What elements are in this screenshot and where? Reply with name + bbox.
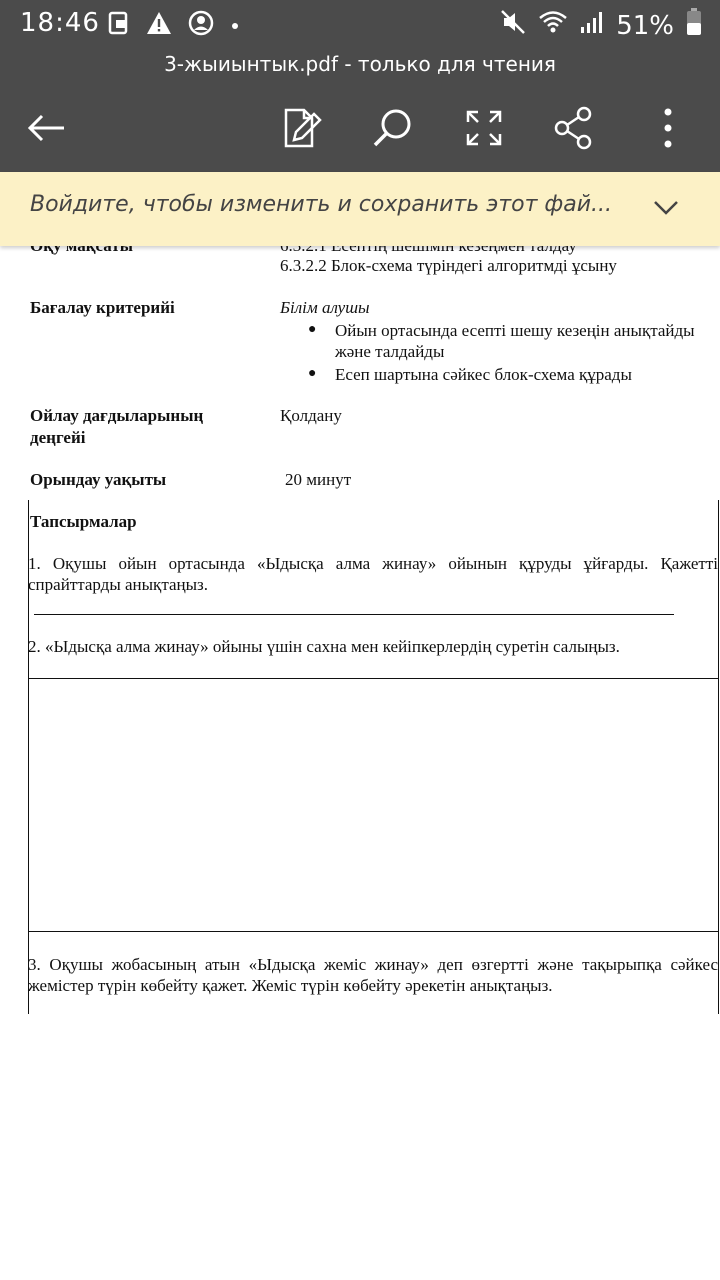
search-icon[interactable] xyxy=(370,106,414,150)
tasks-heading: Тапсырмалар xyxy=(30,512,137,531)
account-icon xyxy=(188,10,214,40)
fullscreen-icon[interactable] xyxy=(462,106,506,150)
screenshot-notification-icon xyxy=(108,11,130,39)
warning-icon xyxy=(146,11,172,39)
mute-icon xyxy=(500,9,526,42)
more-vert-icon[interactable] xyxy=(646,106,690,150)
task-3: 3. Оқушы жобасының атын «Ыдысқа жеміс жинау» деп өзгертті және тақырыпқа сәйкес жемістер түрін көбейту қажет. Жеміс түрін көбейту әрекетін анықтаңыз. xyxy=(28,955,718,995)
app-toolbar xyxy=(0,48,720,172)
signal-icon xyxy=(580,9,604,42)
oilau-value: Қолдану xyxy=(280,406,342,425)
banner-message: Войдите, чтобы изменить и сохранить этот фай... xyxy=(30,192,612,217)
battery-percent: 51% xyxy=(616,10,674,41)
chevron-down-icon[interactable] xyxy=(652,198,680,223)
oryndau-label: Орындау уақыты xyxy=(30,470,167,489)
more-notifications-dot-icon xyxy=(230,16,240,35)
oku-maksaty-line2: 6.3.2.2 Блок-схема түріндегі алгоритмді ұсыну xyxy=(280,256,617,275)
back-arrow-icon[interactable] xyxy=(24,106,68,150)
table-border-right xyxy=(718,500,719,1014)
bagalau-bullet-1: Ойын ортасында есепті шешу кезеңін анықтайды және талдайды xyxy=(335,321,695,361)
wifi-icon xyxy=(538,9,568,42)
drawing-box-top xyxy=(28,678,718,679)
answer-line xyxy=(34,614,674,615)
bullet-dot-icon: ● xyxy=(308,366,317,381)
task-1: 1. Оқушы ойын ортасында «Ыдысқа алма жинау» ойынын құруды ұйғарды. Қажетті спрайттарды анықтаңыз. xyxy=(28,554,718,594)
status-bar xyxy=(0,0,720,48)
bagalau-label: Бағалау критерийі xyxy=(30,298,175,317)
bagalau-bullet-2: Есеп шартына сәйкес блок-схема құрады xyxy=(335,365,632,384)
task-2: 2. «Ыдысқа алма жинау» ойыны үшін сахна мен кейіпкерлердің суретін салыңыз. xyxy=(28,637,620,656)
oilau-label-1: Ойлау дағдыларының xyxy=(30,406,204,425)
bagalau-intro: Білім алушы xyxy=(280,298,370,317)
clock: 18:46 xyxy=(20,8,100,38)
bullet-dot-icon: ● xyxy=(308,322,317,337)
battery-icon xyxy=(686,8,702,43)
edit-icon[interactable] xyxy=(280,106,324,150)
sign-in-banner[interactable] xyxy=(0,172,720,246)
document-title: 3-жыиынтык.pdf - только для чтения xyxy=(164,52,556,76)
oryndau-value: 20 минут xyxy=(285,470,352,489)
drawing-box-bottom xyxy=(28,931,718,932)
share-icon[interactable] xyxy=(552,106,596,150)
oilau-label-2: деңгейі xyxy=(30,428,86,447)
